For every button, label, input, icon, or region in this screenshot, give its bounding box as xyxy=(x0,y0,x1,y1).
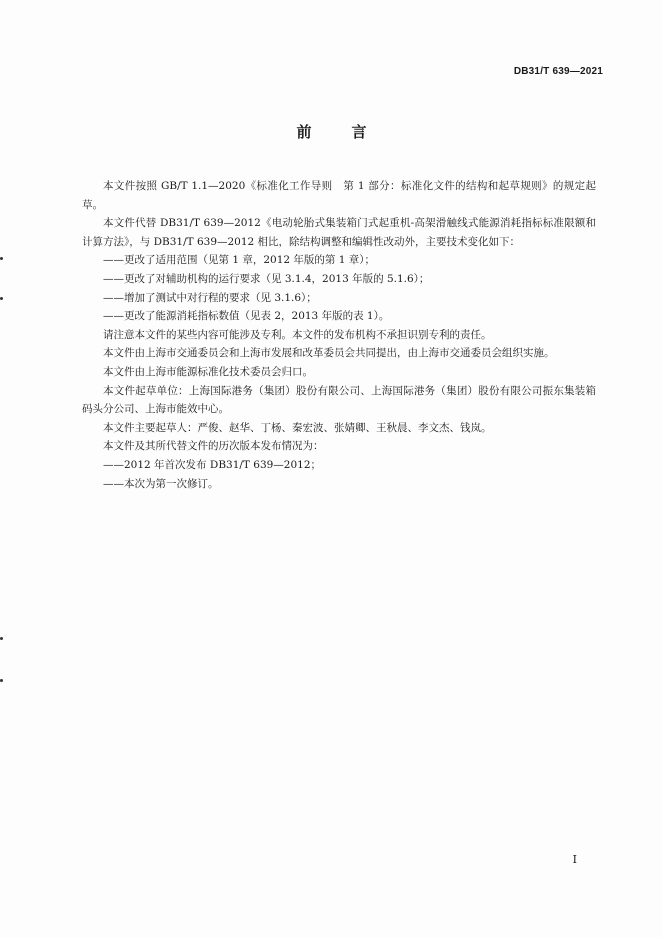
paragraph-drafting-units: 本文件起草单位：上海国际港务（集团）股份有限公司、上海国际港务（集团）股份有限公司振东集装箱码头分公司、上海市能效中心。 xyxy=(82,384,596,416)
paragraph-patent: 请注意本文件的某些内容可能涉及专利。本文件的发布机构不承担识别专利的责任。 xyxy=(103,328,492,341)
document-code: DB31/T 639—2021 xyxy=(513,66,603,77)
change-item-scope: ——更改了适用范围（见第 1 章，2012 年版的第 1 章）； xyxy=(103,254,376,267)
paragraph-replacement: 本文件代替 DB31/T 639—2012《电动轮胎式集装箱门式起重机-高架滑触线式能源消耗指标标准限额和计算方法》，与 DB31/T 639—2012 相比，除结构调整和编辑性改动外，主要技术变化如下： xyxy=(82,217,596,248)
scan-dot xyxy=(0,679,3,682)
scan-dot xyxy=(0,637,3,640)
page-title: 前言 xyxy=(296,123,407,141)
change-item-travel: ——增加了测试中对行程的要求（见 3.1.6）； xyxy=(103,291,317,304)
history-item-first: ——2012 年首次发布 DB31/T 639—2012； xyxy=(103,458,322,471)
change-item-auxiliary: ——更改了对辅助机构的运行要求（见 3.1.4，2013 年版的 5.1.6）； xyxy=(103,272,430,285)
change-item-energy: ——更改了能源消耗指标数值（见表 2，2013 年版的表 1）。 xyxy=(103,310,390,323)
scan-dot xyxy=(0,257,3,260)
paragraph-committee: 本文件由上海市能源标准化技术委员会归口。 xyxy=(103,365,313,378)
page-number: I xyxy=(572,853,577,866)
paragraph-drafters: 本文件主要起草人：严俊、赵华、丁杨、秦宏波、张婧卿、王秋晨、李文杰、钱岚。 xyxy=(103,421,492,434)
foreword-body xyxy=(82,177,596,493)
paragraph-proposer: 本文件由上海市交通委员会和上海市发展和改革委员会共同提出，由上海市交通委员会组织实施。 xyxy=(103,347,555,360)
history-item-revision: ——本次为第一次修订。 xyxy=(103,477,219,490)
scan-dot xyxy=(0,297,3,300)
paragraph-history: 本文件及其所代替文件的历次版本发布情况为： xyxy=(103,440,324,453)
paragraph-drafting-rules: 本文件按照 GB/T 1.1—2020《标准化工作导则 第 1 部分：标准化文件的结构和起草规则》的规定起草。 xyxy=(82,180,596,211)
